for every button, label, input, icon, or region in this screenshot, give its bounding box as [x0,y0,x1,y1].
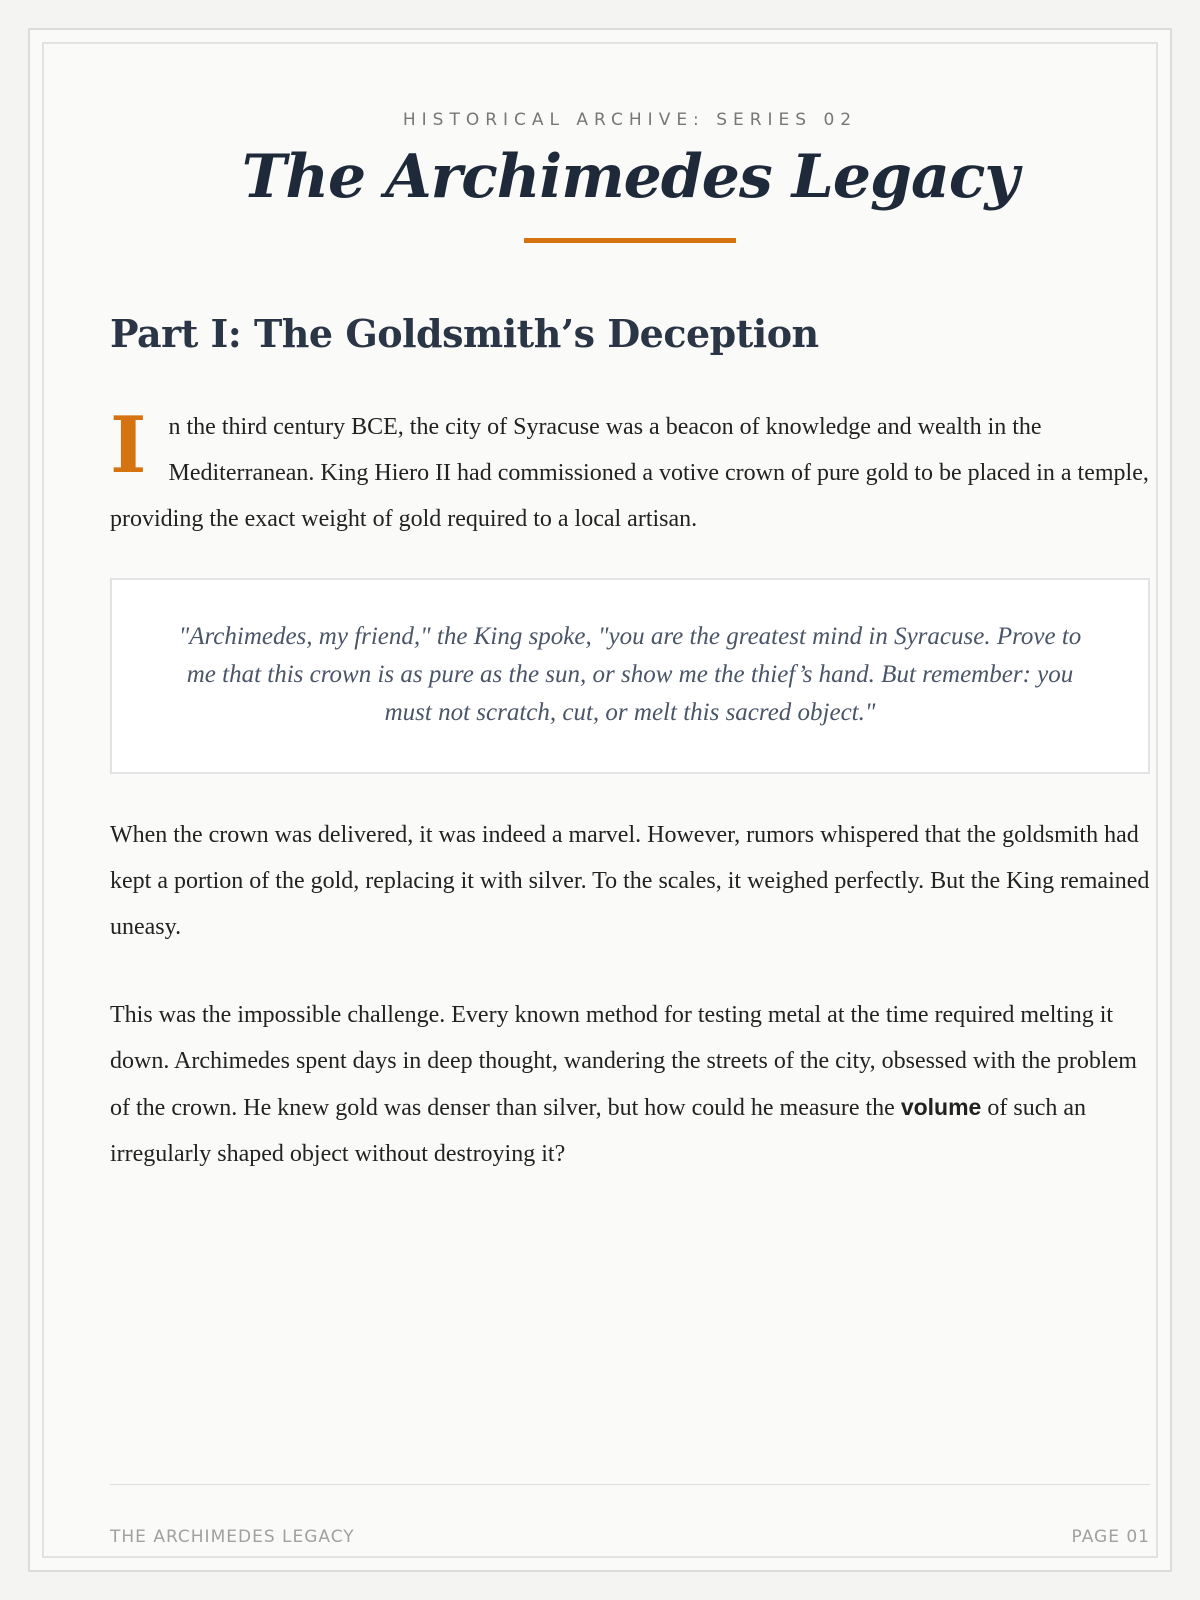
page-inner-border [42,42,1158,1558]
paragraph-crown-delivered: When the crown was delivered, it was indeed a marvel. However, rumors whispered that the goldsmith had kept a portion of the gold, replacing it with silver. To the scales, it weighed perfectly. But the King remained uneasy. [110,822,1150,940]
drop-cap: I [110,400,147,491]
paragraph-intro [110,400,1150,542]
emphasis-volume: volume [900,1094,982,1120]
page-title: The Archimedes Legacy [241,142,1019,212]
series-label: HISTORICAL ARCHIVE: SERIES 02 [402,110,858,130]
blockquote-text: "Archimedes, my friend," the King spoke, "you are the greatest mind in Syracuse. Prove to me that this crown is as pure as the sun, or show me the thief’s hand. But remember: you must not scratch, cut, or melt this sacred object." [178,623,1082,726]
paragraph-intro-text: n the third century BCE, the city of Syracuse was a beacon of knowledge and wealth in the Mediterranean. King Hiero II had commissioned a votive crown of pure gold to be placed in a temple, providing the exact weight of gold required to a local artisan. [110,414,1149,532]
footer-running-title: THE ARCHIMEDES LEGACY [110,1527,355,1547]
document-page [28,28,1172,1572]
title-underline-accent [524,238,736,243]
section-heading: Part I: The Goldsmith’s Deception [110,311,819,356]
blockquote-box [110,578,1150,774]
paragraph-challenge [110,992,1150,1177]
footer-page-number: PAGE 01 [1071,1527,1150,1547]
paragraph-challenge-text-end: of such an irregularly shaped object without destroying it? [110,1095,1086,1167]
paragraph-challenge-text-start: This was the impossible challenge. Every known method for testing metal at the time required melting it down. Archimedes spent days in deep thought, wandering the streets of the city, obsessed with the problem of the crown. He knew gold was denser than silver, but how could he measure the [110,1002,1137,1121]
footer-divider [110,1484,1150,1485]
